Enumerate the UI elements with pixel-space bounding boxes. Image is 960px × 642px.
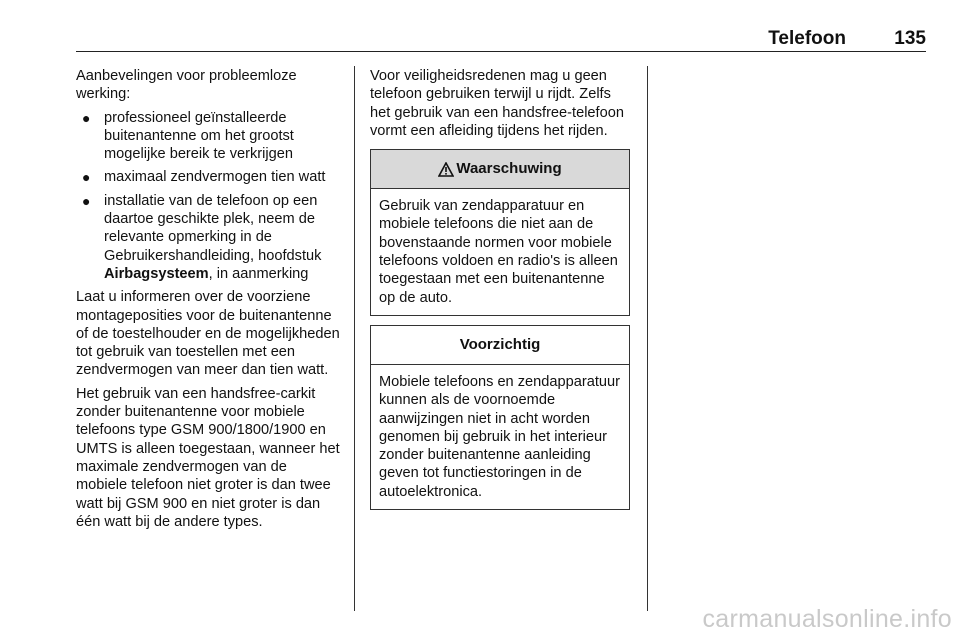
watermark: carmanualsonline.info — [702, 605, 952, 633]
list-item — [76, 168, 342, 186]
airbag-reference: Airbagsysteem — [104, 265, 209, 282]
warning-triangle-icon — [438, 162, 454, 177]
bullet-icon: ● — [82, 169, 91, 186]
safety-paragraph: Voor veiligheidsredenen mag u geen telefoon gebruiken terwijl u rijdt. Zelfs het gebruik van een handsfree-telefoon vormt een afleiding tijdens het rijden. — [370, 68, 624, 139]
caution-header — [371, 326, 629, 365]
warning-box — [370, 149, 630, 316]
chapter-title: Telefoon — [768, 28, 846, 49]
bullet-icon: ● — [82, 109, 91, 126]
list-item — [76, 192, 342, 283]
bullet-icon: ● — [82, 192, 91, 209]
mounting-paragraph: Laat u informeren over de voorziene montageposities voor de buitenantenne of de toestelhouder en de mogelijkheden tot gebruik van toestellen met een zendvermogen van meer dan tien watt. — [76, 289, 340, 379]
warning-header — [371, 150, 629, 189]
page-header — [76, 28, 926, 52]
column-divider — [647, 66, 648, 611]
header-divider — [76, 51, 926, 52]
intro-text: Aanbevelingen voor probleemloze werking: — [76, 68, 297, 103]
list-item-text-end: , in aanmerking — [208, 265, 309, 282]
caution-box — [370, 325, 630, 510]
list-item-text: installatie van de telefoon op een daartoe geschikte plek, neem de relevante opmerking in de Gebruikershandleiding, hoofdstuk — [104, 192, 322, 264]
carkit-paragraph: Het gebruik van een handsfree-carkit zonder buitenantenne voor mobiele telefoons type GSM 900/1800/1900 en UMTS is alleen toegestaan, wanneer het maximale zendvermogen van de mobiele telefoon niet groter is dan twee watt bij GSM 900 en niet groter is dan één watt bij de andere types. — [76, 385, 340, 530]
warning-title: Waarschuwing — [456, 160, 562, 178]
caution-title: Voorzichtig — [459, 335, 541, 353]
warning-text: Gebruik van zendapparatuur en mobiele telefoons die niet aan de bovenstaande normen voor mobiele telefoons voldoen en radio's is alleen toegestaan met een buitenantenne op de auto. — [379, 198, 618, 306]
page-number: 135 — [894, 28, 926, 49]
list-item-text: professioneel geïnstalleerde buitenantenne om het grootst mogelijke bereik te verkrijgen — [104, 109, 294, 163]
list-item — [76, 109, 342, 164]
column-divider — [354, 66, 355, 611]
left-column — [76, 67, 342, 536]
recommendation-list — [76, 109, 342, 284]
list-item-text: maximaal zendvermogen tien watt — [104, 169, 326, 186]
right-column — [370, 67, 632, 510]
caution-text: Mobiele telefoons en zendapparatuur kunnen als de voornoemde aanwijzingen niet in acht worden genomen bij gebruik in het interieur zonder buitenantenne aanleiding geven tot functiestoringen in de autoelektronica. — [379, 373, 620, 500]
